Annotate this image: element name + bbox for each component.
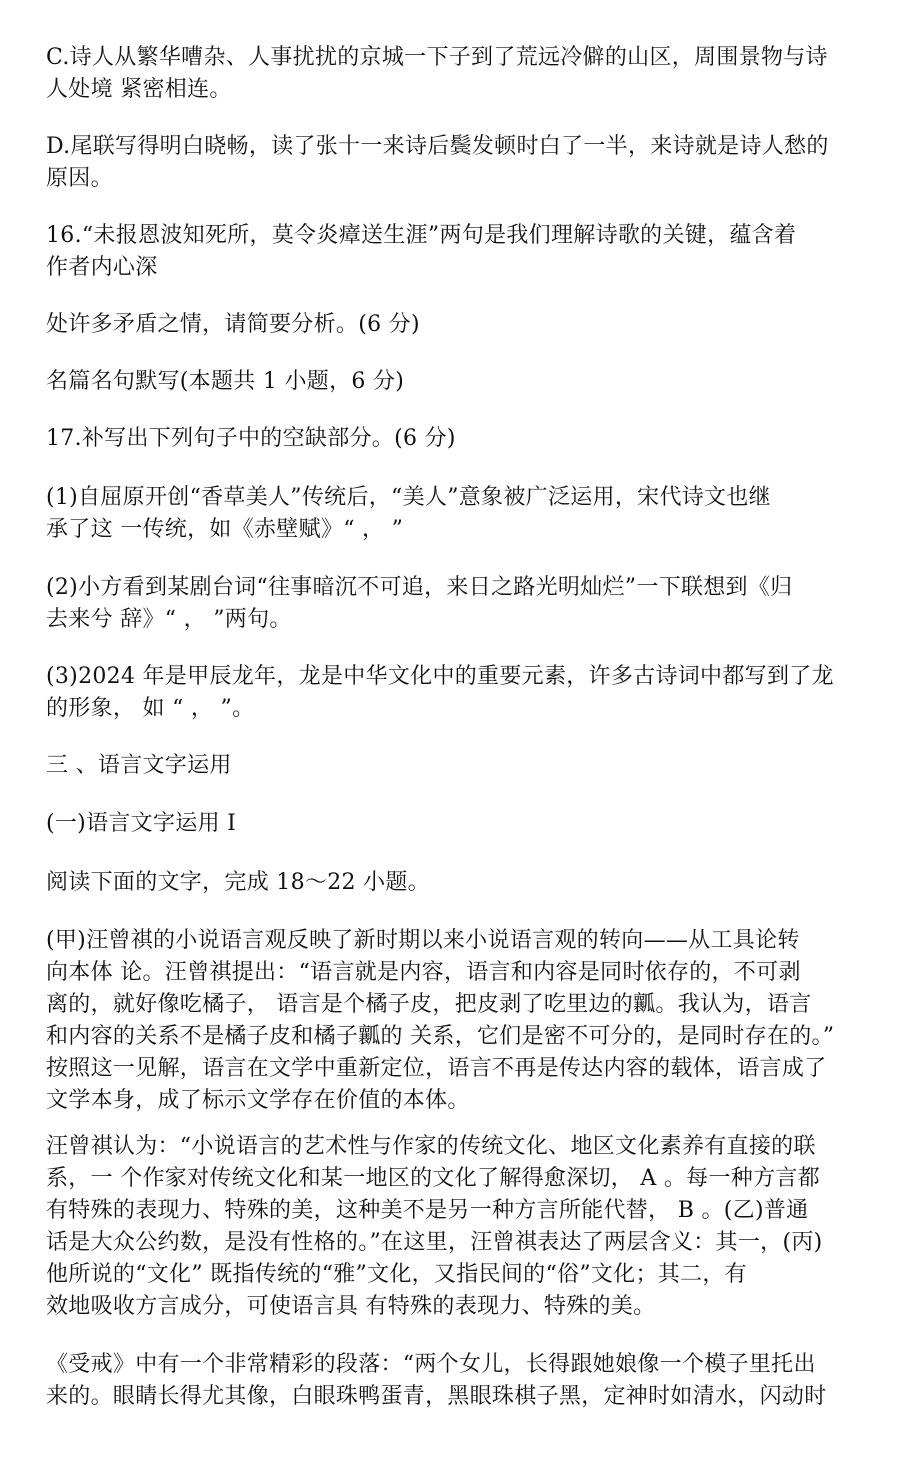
text-line: 原因。 (46, 166, 113, 191)
text-line: 来的。眼睛长得尤其像，白眼珠鸭蛋青，黑眼珠棋子黑，定神时如清水，闪动时 (46, 1384, 827, 1409)
question-17-part-3 (46, 661, 876, 725)
text-line: 去来兮 辞》“ ， ”两句。 (46, 607, 292, 632)
text-line: 系，一 个作家对传统文化和某一地区的文化了解得愈深切， A 。每一种方言都 (46, 1166, 820, 1191)
question-17-part-1 (46, 482, 876, 546)
text-line: 处许多矛盾之情，请简要分析。(6 分) (46, 312, 420, 337)
text-line: 作者内心深 (46, 255, 158, 280)
text-line: 名篇名句默写(本题共 1 小题，6 分) (46, 369, 405, 394)
option-c (46, 42, 876, 106)
text-line: 向本体 论。汪曾祺提出：“语言就是内容，语言和内容是同时依存的，不可剥 (46, 960, 801, 985)
text-line: (1)自屈原开创“香草美人”传统后，“美人”意象被广泛运用，宋代诗文也继 (46, 485, 771, 510)
text-line: (一)语言文字运用 I (46, 811, 237, 836)
text-line: 16.“未报恩波知死所，莫令炎瘴送生涯”两句是我们理解诗歌的关键，蕴含着 (46, 223, 797, 248)
text-line: C.诗人从繁华嘈杂、人事扰扰的京城一下子到了荒远冷僻的山区，周围景物与诗 (46, 45, 828, 70)
text-line: 离的，就好像吃橘子， 语言是个橘子皮，把皮剥了吃里边的瓤。我认为，语言 (46, 992, 812, 1017)
reading-instruction (46, 867, 876, 899)
text-line: 人处境 紧密相连。 (46, 77, 232, 102)
text-line: 阅读下面的文字，完成 18～22 小题。 (46, 870, 430, 895)
passage-paragraph-1 (46, 925, 876, 1117)
section-heading-recitation (46, 366, 876, 398)
text-line: 《受戒》中有一个非常精彩的段落：“两个女儿，长得跟她娘像一个模子里托出 (46, 1352, 816, 1377)
passage-paragraph-3 (46, 1349, 876, 1413)
text-line: D.尾联写得明白晓畅，读了张十一来诗后鬓发顿时白了一半，来诗就是诗人愁的 (46, 134, 829, 159)
text-line: 他所说的“文化” 既指传统的“雅”文化，又指民间的“俗”文化；其二，有 (46, 1262, 747, 1287)
question-17 (46, 423, 876, 455)
text-line: 效地吸收方言成分，可使语言具 有特殊的表现力、特殊的美。 (46, 1294, 656, 1319)
text-line: 有特殊的表现力、特殊的美，这种美不是另一种方言所能代替， B 。(乙)普通 (46, 1198, 809, 1223)
text-line: 话是大众公约数，是没有性格的。”在这里，汪曾祺表达了两层含义：其一，(丙) (46, 1230, 823, 1255)
subsection-heading (46, 808, 876, 840)
option-d (46, 131, 876, 195)
text-line: 承了这 一传统，如《赤壁赋》“ ， ” (46, 517, 404, 542)
text-line: (2)小方看到某剧台词“往事暗沉不可追，来日之路光明灿烂”一下联想到《归 (46, 575, 793, 600)
text-line: 汪曾祺认为：“小说语言的艺术性与作家的传统文化、地区文化素养有直接的联 (46, 1134, 816, 1159)
question-17-part-2 (46, 572, 876, 636)
text-line: 文学本身，成了标示文学存在价值的本体。 (46, 1088, 470, 1113)
text-line: 三 、语言文字运用 (46, 753, 232, 778)
section-heading-language (46, 750, 876, 782)
question-16-continued (46, 309, 876, 341)
text-line: 的形象， 如 “ ， ”。 (46, 696, 255, 721)
question-16 (46, 220, 876, 284)
text-line: 17.补写出下列句子中的空缺部分。(6 分) (46, 426, 456, 451)
text-line: (3)2024 年是甲辰龙年，龙是中华文化中的重要元素，许多古诗词中都写到了龙 (46, 664, 834, 689)
text-line: 和内容的关系不是橘子皮和橘子瓤的 关系，它们是密不可分的，是同时存在的。” (46, 1024, 835, 1049)
text-line: 按照这一见解，语言在文学中重新定位，语言不再是传达内容的载体，语言成了 (46, 1056, 827, 1081)
passage-paragraph-2 (46, 1131, 876, 1323)
text-line: (甲)汪曾祺的小说语言观反映了新时期以来小说语言观的转向——从工具论转 (46, 928, 800, 953)
